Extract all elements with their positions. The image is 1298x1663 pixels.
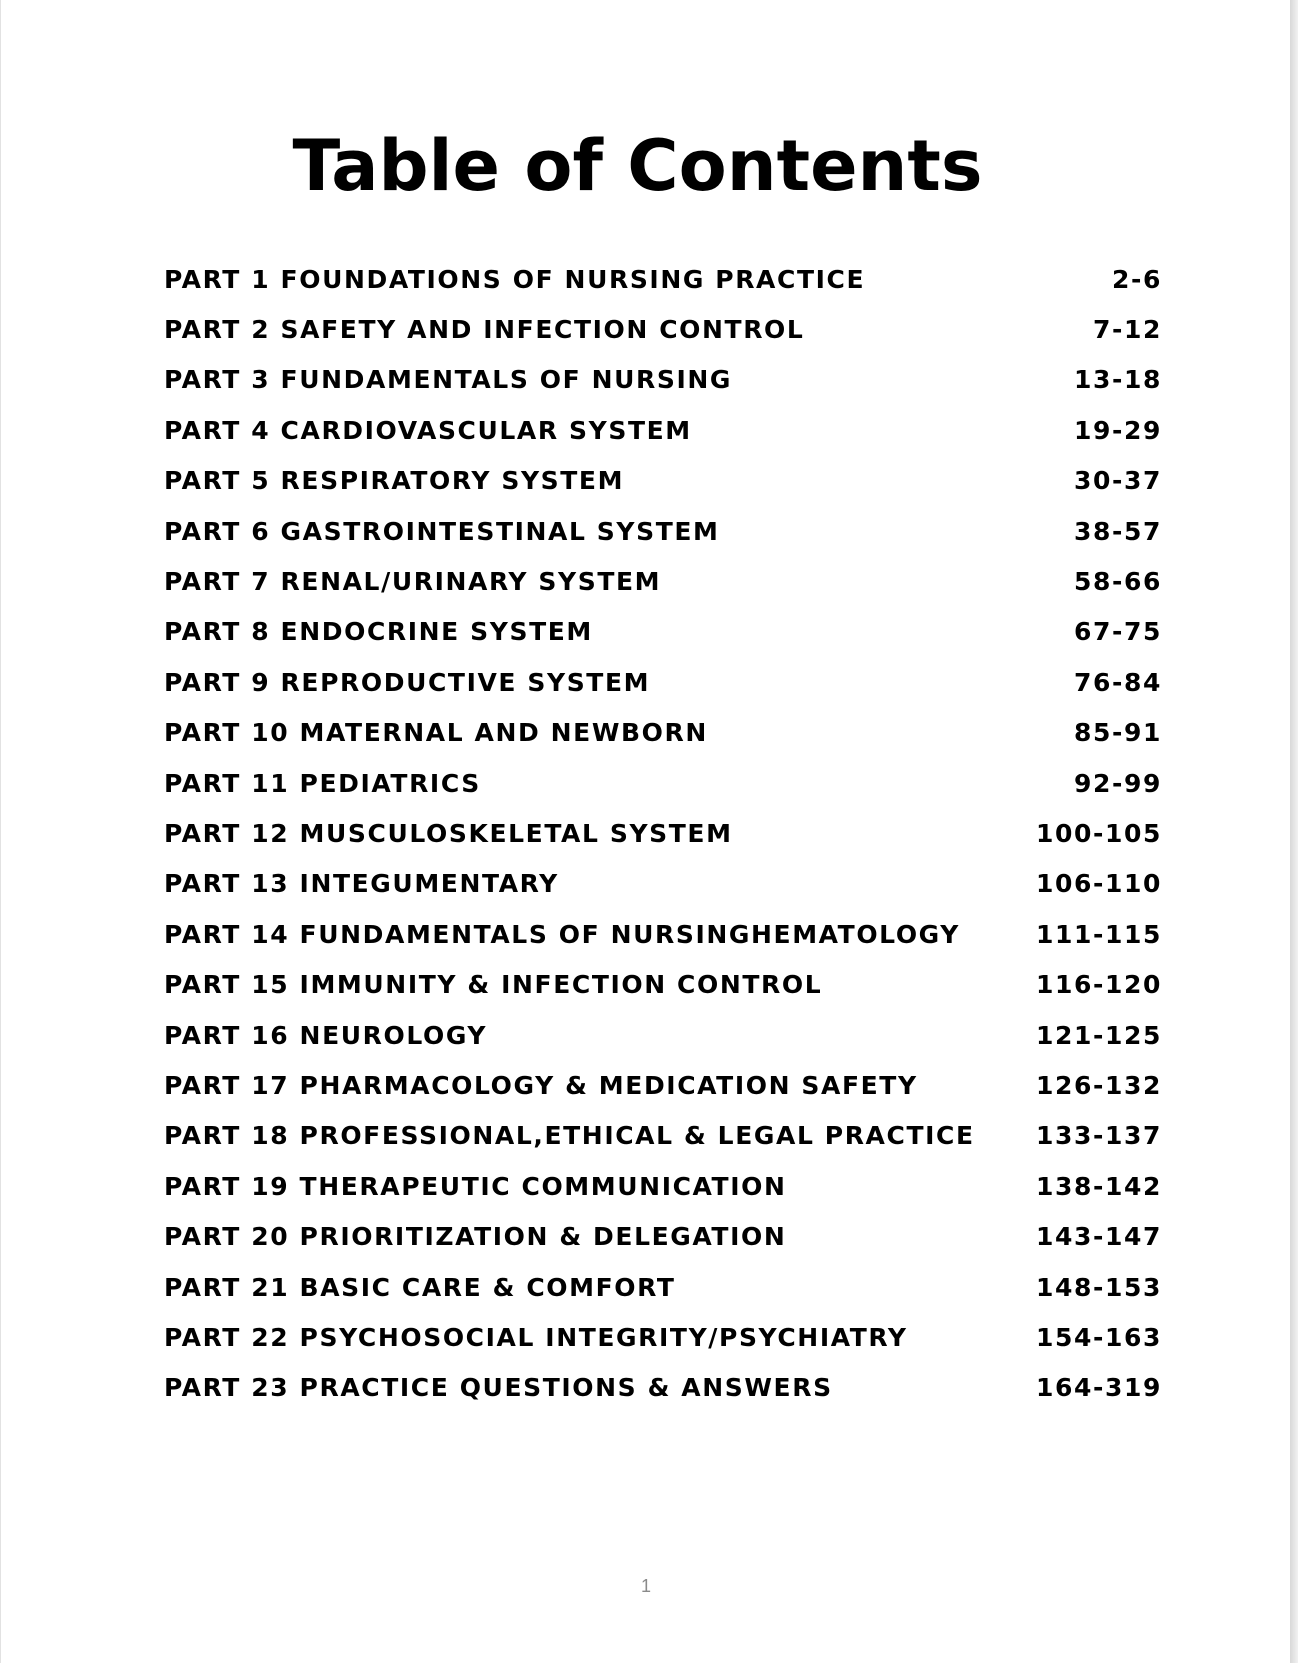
toc-entry bbox=[164, 708, 1162, 758]
toc-entry-label: PART 11 PEDIATRICS bbox=[164, 768, 481, 798]
toc-entry-pages: 138-142 bbox=[1036, 1171, 1162, 1201]
toc-entry-label: PART 1 FOUNDATIONS OF NURSING PRACTICE bbox=[164, 264, 866, 294]
toc-entry bbox=[164, 1010, 1162, 1060]
toc-entry bbox=[164, 758, 1162, 808]
toc-entry-pages: 154-163 bbox=[1036, 1322, 1162, 1352]
toc-entry-pages: 58-66 bbox=[1074, 567, 1162, 597]
toc-entry bbox=[164, 607, 1162, 657]
toc-entry-label: PART 5 RESPIRATORY SYSTEM bbox=[164, 466, 625, 496]
table-of-contents bbox=[164, 254, 1162, 1413]
toc-entry bbox=[164, 959, 1162, 1009]
toc-entry-label: PART 8 ENDOCRINE SYSTEM bbox=[164, 617, 593, 647]
toc-entry-pages: 30-37 bbox=[1074, 466, 1162, 496]
toc-entry-pages: 38-57 bbox=[1074, 516, 1162, 546]
toc-entry-pages: 148-153 bbox=[1036, 1272, 1162, 1302]
page-title: Table of Contents bbox=[292, 125, 983, 207]
toc-entry-label: PART 23 PRACTICE QUESTIONS & ANSWERS bbox=[164, 1373, 833, 1403]
toc-entry-label: PART 9 REPRODUCTIVE SYSTEM bbox=[164, 667, 651, 697]
toc-entry-pages: 121-125 bbox=[1036, 1020, 1162, 1050]
toc-entry-label: PART 17 PHARMACOLOGY & MEDICATION SAFETY bbox=[164, 1070, 918, 1100]
toc-entry-pages: 76-84 bbox=[1074, 667, 1162, 697]
toc-entry-label: PART 10 MATERNAL AND NEWBORN bbox=[164, 718, 708, 748]
toc-entry-pages: 143-147 bbox=[1036, 1222, 1162, 1252]
toc-entry-label: PART 19 THERAPEUTIC COMMUNICATION bbox=[164, 1171, 787, 1201]
toc-entry-pages: 116-120 bbox=[1036, 970, 1162, 1000]
toc-entry bbox=[164, 859, 1162, 909]
toc-entry bbox=[164, 1312, 1162, 1362]
toc-entry bbox=[164, 1363, 1162, 1413]
toc-entry-label: PART 7 RENAL/URINARY SYSTEM bbox=[164, 567, 662, 597]
page-number: 1 bbox=[640, 1576, 651, 1596]
toc-entry bbox=[164, 1161, 1162, 1211]
toc-entry-label: PART 3 FUNDAMENTALS OF NURSING bbox=[164, 365, 732, 395]
toc-entry bbox=[164, 405, 1162, 455]
toc-entry bbox=[164, 1111, 1162, 1161]
toc-entry-label: PART 21 BASIC CARE & COMFORT bbox=[164, 1272, 676, 1302]
toc-entry bbox=[164, 254, 1162, 304]
toc-entry-pages: 92-99 bbox=[1074, 768, 1162, 798]
toc-entry bbox=[164, 909, 1162, 959]
toc-entry bbox=[164, 556, 1162, 606]
toc-entry bbox=[164, 1211, 1162, 1261]
toc-entry-pages: 164-319 bbox=[1036, 1373, 1162, 1403]
toc-entry bbox=[164, 304, 1162, 354]
toc-entry bbox=[164, 657, 1162, 707]
toc-entry-label: PART 6 GASTROINTESTINAL SYSTEM bbox=[164, 516, 720, 546]
toc-entry-label: PART 4 CARDIOVASCULAR SYSTEM bbox=[164, 415, 692, 445]
toc-entry-label: PART 15 IMMUNITY & INFECTION CONTROL bbox=[164, 970, 823, 1000]
toc-entry-pages: 106-110 bbox=[1036, 869, 1162, 899]
toc-entry-label: PART 18 PROFESSIONAL,ETHICAL & LEGAL PRACTICE bbox=[164, 1121, 975, 1151]
toc-entry bbox=[164, 1262, 1162, 1312]
toc-entry-label: PART 20 PRIORITIZATION & DELEGATION bbox=[164, 1222, 787, 1252]
toc-entry-pages: 19-29 bbox=[1074, 415, 1162, 445]
toc-entry-pages: 2-6 bbox=[1112, 264, 1162, 294]
toc-entry-pages: 133-137 bbox=[1036, 1121, 1162, 1151]
toc-entry-label: PART 12 MUSCULOSKELETAL SYSTEM bbox=[164, 818, 733, 848]
toc-entry bbox=[164, 506, 1162, 556]
toc-entry-label: PART 22 PSYCHOSOCIAL INTEGRITY/PSYCHIATRY bbox=[164, 1322, 908, 1352]
toc-entry-pages: 13-18 bbox=[1074, 365, 1162, 395]
toc-entry bbox=[164, 355, 1162, 405]
toc-entry-pages: 100-105 bbox=[1036, 818, 1162, 848]
toc-entry bbox=[164, 1060, 1162, 1110]
toc-entry-label: PART 13 INTEGUMENTARY bbox=[164, 869, 559, 899]
toc-entry-label: PART 2 SAFETY AND INFECTION CONTROL bbox=[164, 315, 805, 345]
toc-entry-pages: 85-91 bbox=[1074, 718, 1162, 748]
toc-entry bbox=[164, 456, 1162, 506]
toc-entry-label: PART 16 NEUROLOGY bbox=[164, 1020, 488, 1050]
toc-entry-pages: 111-115 bbox=[1036, 919, 1162, 949]
toc-entry-pages: 67-75 bbox=[1074, 617, 1162, 647]
toc-entry-label: PART 14 FUNDAMENTALS OF NURSINGHEMATOLOGY bbox=[164, 919, 960, 949]
toc-entry-pages: 7-12 bbox=[1093, 315, 1162, 345]
page-edge-shadow bbox=[1290, 0, 1298, 1663]
toc-entry-pages: 126-132 bbox=[1036, 1070, 1162, 1100]
toc-entry bbox=[164, 808, 1162, 858]
